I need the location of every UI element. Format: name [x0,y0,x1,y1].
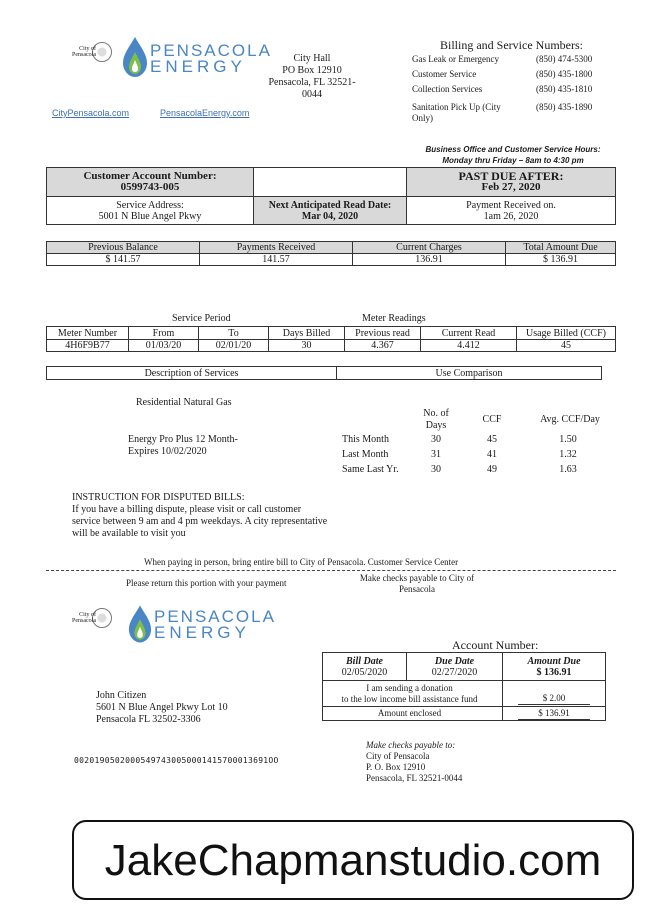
dispute-line: service between 9 am and 4 pm weekdays. A city representative [72,516,328,527]
usage-row-avg: 1.50 [559,434,577,445]
city-seal-logo [62,42,114,68]
donation-amount: $ 2.00 [518,693,589,705]
amount-due-label: Amount Due [527,655,581,667]
checks-payable-line: Make checks payable to City of [359,573,475,583]
past-due-label: PAST DUE AFTER: [458,169,564,183]
stub-city-logo-text: City of Pensacola [72,612,96,624]
usage-row-avg: 1.32 [559,449,577,460]
usage-row [342,464,612,478]
city-hall-address [264,53,360,101]
balance-value: $ 136.91 [506,254,616,266]
service-name: Residential Natural Gas [136,397,232,408]
description-header: Description of Services [47,367,337,380]
usage-row-label: Same Last Yr. [342,464,399,475]
balance-header: Payments Received [200,242,353,254]
donation-cell [323,681,503,707]
usage-row-days: 31 [431,449,441,460]
meter-value: 45 [517,340,616,352]
plan-line: Energy Pro Plus 12 Month- [128,434,238,445]
balance-header: Total Amount Due [506,242,616,254]
amount-due-cell [503,653,606,681]
remit-line: City of Pensacola [366,751,430,761]
meter-header: Meter Number [47,327,129,340]
services-header-table [46,366,602,380]
brand-name-line2: ENERGY [150,57,246,76]
watermark-text: JakeChapmanstudio.com [104,836,602,885]
amount-enclosed-label: Amount enclosed [323,707,503,721]
flame-icon [122,36,148,78]
city-hall-line: 0044 [302,89,322,100]
billing-number: (850) 435-1810 [536,84,593,94]
billing-label: Customer Service [412,69,477,79]
meter-value: 4.412 [421,340,517,352]
in-person-note: When paying in person, bring entire bill to City of Pensacola. Customer Service Center [144,557,459,567]
usage-row-avg: 1.63 [559,464,577,475]
brand-name-line1: PENSACOLA [150,41,272,60]
customer-address-line: Pensacola FL 32502-3306 [96,714,201,725]
balance-header: Previous Balance [47,242,200,254]
billing-number: (850) 474-5300 [536,54,593,64]
city-hall-line: PO Box 12910 [282,65,342,76]
usage-row [342,449,612,463]
service-period-label: Service Period [172,313,231,324]
balance-value: 141.57 [200,254,353,266]
city-website-link[interactable]: CityPensacola.com [52,108,130,118]
dispute-instructions [72,492,327,540]
stub-brand-line2: ENERGY [154,623,250,642]
remit-line: Pensacola, FL 32521-0044 [366,773,463,783]
city-logo-text: City of Pensacola [72,46,96,58]
donation-line: I am sending a donation [366,682,453,693]
meter-header: Current Read [421,327,517,340]
due-date-label: Due Date [434,655,475,667]
service-address-label: Service Address: [116,199,184,211]
bill-date-label: Bill Date [346,655,383,667]
plan-description [128,434,238,458]
account-number-label: Customer Account Number: [83,170,217,182]
usage-row-ccf: 45 [487,434,497,445]
due-date-value: 02/27/2020 [431,666,478,678]
balance-header: Current Charges [353,242,506,254]
checks-payable-note [352,573,482,595]
billing-number: (850) 435-1890 [536,102,593,112]
usage-row-ccf: 49 [487,464,497,475]
remit-address [366,740,462,784]
meter-value: 02/01/20 [199,340,269,352]
stub-city-seal-logo [64,608,116,634]
balance-value: 136.91 [353,254,506,266]
account-number-cell [47,168,254,197]
stub-brand-line1: PENSACOLA [154,607,276,626]
next-read-cell [254,197,407,225]
remit-label: Make checks payable to: [366,740,456,750]
meter-value: 4.367 [345,340,421,352]
remit-line: P. O. Box 12910 [366,762,426,772]
dispute-line: will be available to visit you [72,528,186,539]
usage-row [342,434,612,448]
meter-value: 01/03/20 [129,340,199,352]
return-portion-note: Please return this portion with your payment [126,578,287,588]
amount-enclosed-value: $ 136.91 [518,708,589,720]
office-hours [410,144,616,166]
dispute-title: INSTRUCTION FOR DISPUTED BILLS: [72,492,245,503]
meter-header: Usage Billed (CCF) [517,327,616,340]
amount-enclosed-field[interactable] [503,707,606,721]
empty-cell [254,168,407,197]
customer-name: John Citizen [96,690,147,701]
customer-address-line: 5601 N Blue Angel Pkwy Lot 10 [96,702,228,713]
energy-website-link[interactable]: PensacolaEnergy.com [160,108,250,118]
pensacola-energy-logo [122,36,272,80]
payment-received-date: 1am 26, 2020 [483,210,539,222]
meter-header: Previous read [345,327,421,340]
due-date-cell [407,653,503,681]
meter-value: 30 [269,340,345,352]
city-hall-line: Pensacola, FL 32521- [268,77,356,88]
usage-row-label: This Month [342,434,389,445]
usage-comparison-header: Use Comparison [337,367,602,380]
watermark-banner [72,820,634,900]
office-hours-line2: Monday thru Friday – 8am to 4:30 pm [442,156,584,165]
billing-label: Sanitation Pick Up (City Only) [412,102,501,123]
meter-header: To [199,327,269,340]
stub-account-number-label: Account Number: [452,638,539,652]
meter-header: From [129,327,199,340]
meter-header: Days Billed [269,327,345,340]
payment-received-label: Payment Received on. [466,199,556,211]
usage-row-label: Last Month [342,449,389,460]
payment-received-cell [407,197,616,225]
account-summary-table [46,167,616,225]
account-number-value: 0599743-005 [120,181,180,193]
next-read-label: Next Anticipated Read Date: [268,199,392,211]
billing-number: (850) 435-1800 [536,69,593,79]
bill-date-value: 02/05/2020 [341,666,388,678]
balance-table [46,241,616,266]
checks-payable-line: Pensacola [399,584,435,594]
past-due-cell [407,168,616,197]
amount-due-value: $ 136.91 [536,666,572,678]
usage-row-ccf: 41 [487,449,497,460]
office-hours-line1: Business Office and Customer Service Hours: [425,145,601,154]
donation-amount-cell[interactable] [503,681,606,707]
ocr-scanline: 00201905020005497430050001415700013691OO [74,756,279,765]
billing-label: Gas Leak or Emergency [412,54,500,64]
balance-value: $ 141.57 [47,254,200,266]
next-read-date: Mar 04, 2020 [301,210,359,222]
donation-line: to the low income bill assistance fund [341,693,478,704]
tear-line [46,570,616,571]
billing-numbers-title: Billing and Service Numbers: [440,38,583,52]
bill-date-cell [323,653,407,681]
meter-value: 4H6F9B77 [47,340,129,352]
city-hall-line: City Hall [293,53,331,64]
col-ccf-header: CCF [482,414,502,425]
service-address-cell [47,197,254,225]
meter-table [46,326,616,352]
meter-readings-label: Meter Readings [362,313,426,324]
usage-row-days: 30 [431,434,441,445]
past-due-date: Feb 27, 2020 [481,181,541,193]
dispute-line: If you have a billing dispute, please visit or call customer [72,504,302,515]
stub-pensacola-energy-logo [128,604,276,648]
customer-mailing-address [96,690,228,726]
service-address-value: 5001 N Blue Angel Pkwy [98,210,202,222]
usage-row-days: 30 [431,464,441,475]
col-avg-header: Avg. CCF/Day [540,414,600,425]
billing-label: Collection Services [412,84,483,94]
stub-amount-table [322,652,606,721]
plan-line: Expires 10/02/2020 [128,446,207,457]
col-days-header: No. of Days [423,408,449,431]
stub-flame-icon [128,604,152,644]
